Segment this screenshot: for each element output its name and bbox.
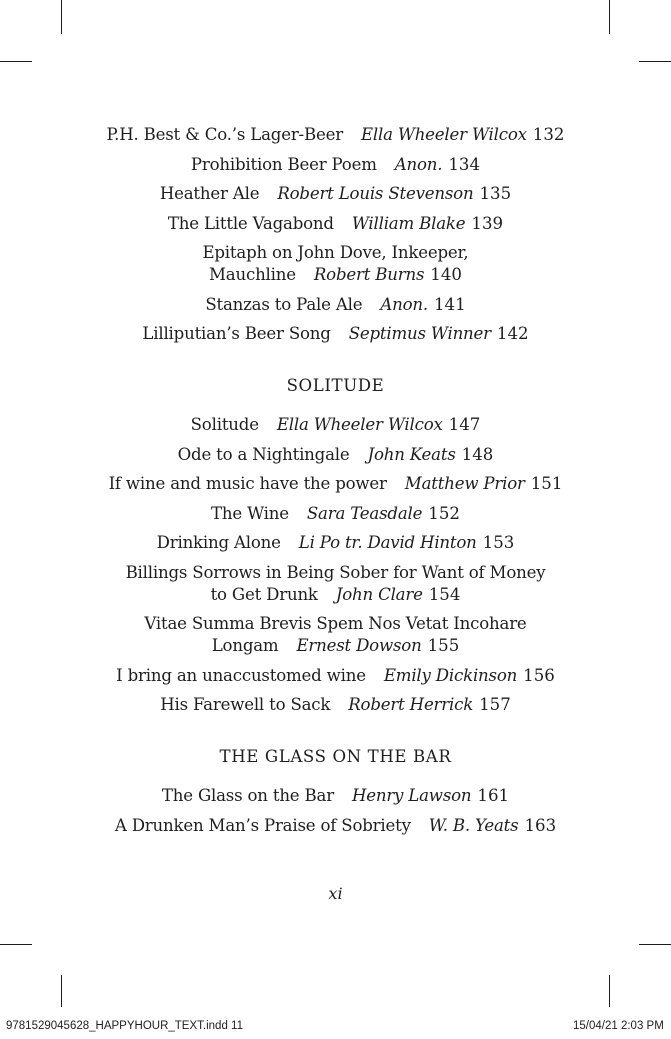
section-heading-glass-on-the-bar: THE GLASS ON THE BAR xyxy=(219,747,452,766)
toc-entry: Heather Ale Robert Louis Stevenson 135 xyxy=(159,184,512,203)
crop-mark-right-top xyxy=(639,61,671,62)
toc-entry: Drinking Alone Li Po tr. David Hinton 153 xyxy=(156,533,515,552)
toc-entry: Stanzas to Pale Ale Anon. 141 xyxy=(205,294,466,314)
toc-entry: The Wine Sara Teasdale 152 xyxy=(211,503,460,523)
toc-entry: Ode to a Nightingale John Keats 148 xyxy=(177,444,494,464)
toc-entry: I bring an unaccustomed wine Emily Dickinson 156 xyxy=(116,665,555,685)
section-heading-solitude: SOLITUDE xyxy=(286,376,385,395)
crop-mark-top-left xyxy=(61,0,62,34)
crop-mark-left-bottom xyxy=(0,944,32,945)
slug-datetime: 15/04/21 2:03 PM xyxy=(573,1020,664,1032)
slug-file-info: 9781529045628_HAPPYHOUR_TEXT.indd 11 xyxy=(6,1020,243,1032)
toc-entry: Epitaph on John Dove, Inkeeper, Mauchline Robert Burns 140 xyxy=(202,243,469,284)
crop-mark-right-bottom xyxy=(639,944,671,945)
toc-entry: The Glass on the Bar Henry Lawson 161 xyxy=(161,786,510,805)
toc-entry: P.H. Best & Co.’s Lager-Beer Ella Wheeler Wilcox 132 xyxy=(106,125,565,144)
crop-mark-top-right xyxy=(609,0,610,34)
toc-entry: Prohibition Beer Poem Anon. 134 xyxy=(190,154,481,174)
toc-entry: The Little Vagabond William Blake 139 xyxy=(167,213,504,233)
toc-entry: Vitae Summa Brevis Spem Nos Vetat Incohare Longam Ernest Dowson 155 xyxy=(144,614,527,655)
toc-entry: His Farewell to Sack Robert Herrick 157 xyxy=(160,695,511,714)
table-of-contents xyxy=(0,124,671,844)
toc-entry: Billings Sorrows in Being Sober for Want of Money to Get Drunk John Clare 154 xyxy=(125,562,546,604)
toc-entry: If wine and music have the power Matthew Prior 151 xyxy=(108,474,563,493)
crop-mark-bottom-left xyxy=(61,975,62,1007)
toc-entry: Solitude Ella Wheeler Wilcox 147 xyxy=(190,415,481,434)
crop-mark-left-top xyxy=(0,61,32,62)
page-folio: xi xyxy=(328,884,343,903)
toc-entry: Lilliputian’s Beer Song Septimus Winner 142 xyxy=(142,324,529,343)
toc-entry: A Drunken Man’s Praise of Sobriety W. B. Yeats 163 xyxy=(114,815,557,835)
crop-mark-bottom-right xyxy=(609,975,610,1007)
